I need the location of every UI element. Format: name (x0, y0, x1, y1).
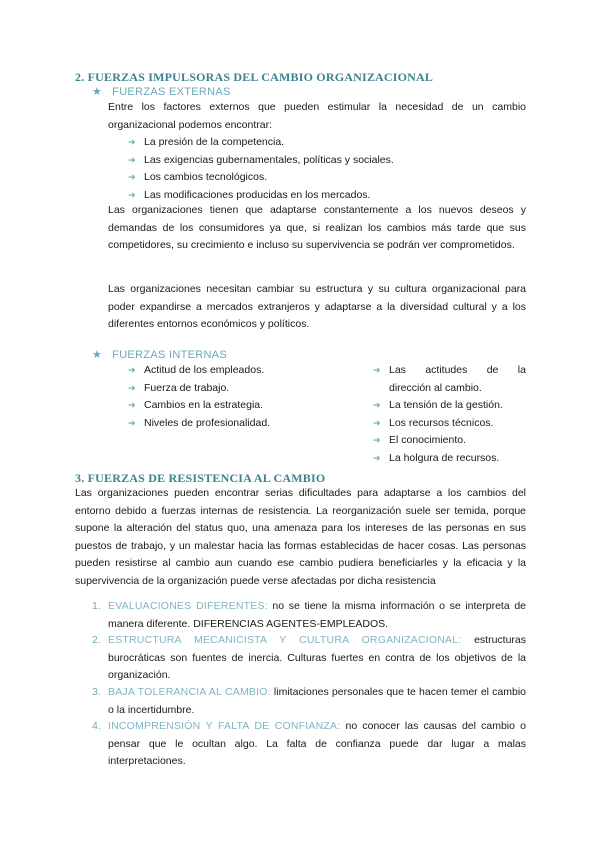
externas-paragraph-1: Las organizaciones tienen que adaptarse constantemente a los nuevos deseos y demandas de los consumidores ya que, si realizan los cambios más tarde que sus competidores, su crecimiento e incluso su supervivencia se podrán ver comprometidos. (108, 204, 526, 251)
externas-paragraph-2: Las organizaciones necesitan cambiar su estructura y su cultura organizacional para poder expandirse a mercados extranjeros y adaptarse a la diversidad cultural y a los diferentes entornos económicos y políticos. (108, 283, 526, 330)
star-icon: ★ (92, 86, 103, 98)
list-item: ➔ El conocimiento. (373, 432, 526, 450)
arrow-right-icon: ➔ (128, 137, 136, 147)
list-item: ➔ Las exigencias gubernamentales, políticas y sociales. (128, 152, 394, 170)
section-3-title: 3. FUERZAS DE RESISTENCIA AL CAMBIO (75, 471, 326, 485)
resistencia-item-4: INCOMPRENSIÓN Y FALTA DE CONFIANZA: no conocer las causas del cambio o pensar que le ocultan algo. La falta de confianza puede dar lugar a malas interpretaciones. (108, 720, 526, 767)
list-item: ➔ La presión de la competencia. (128, 134, 394, 152)
list-item: ➔ La tensión de la gestión. (373, 397, 526, 415)
arrow-right-icon: ➔ (373, 365, 381, 375)
star-icon: ★ (92, 349, 103, 361)
internas-heading: FUERZAS INTERNAS (112, 349, 227, 361)
resistencia-item-1: EVALUACIONES DIFERENTES: no se tiene la misma información o se interpreta de manera diferente. DIFERENCIAS AGENTES-EMPLEADOS. (108, 600, 526, 630)
externas-intro: Entre los factores externos que pueden estimular la necesidad de un cambio organizacional podemos encontrar: (108, 101, 526, 131)
list-item-continuation: dirección al cambio. (389, 381, 482, 394)
externas-heading: FUERZAS EXTERNAS (112, 86, 231, 98)
item-number: 2. (92, 634, 101, 646)
arrow-right-icon: ➔ (128, 365, 136, 375)
internas-right-list (373, 362, 526, 467)
arrow-right-icon: ➔ (128, 417, 136, 428)
list-item: ➔ Cambios en la estrategia. (128, 397, 270, 415)
list-item: ➔ Las modificaciones producidas en los mercados. (128, 187, 394, 205)
arrow-right-icon: ➔ (373, 417, 381, 428)
arrow-right-icon: ➔ (128, 172, 136, 182)
list-item: ➔ Los recursos técnicos. (373, 415, 526, 433)
arrow-right-icon: ➔ (373, 435, 381, 445)
arrow-right-icon: ➔ (128, 154, 136, 165)
list-item: ➔ Fuerza de trabajo. (128, 380, 270, 398)
resistencia-item-3: BAJA TOLERANCIA AL CAMBIO: limitaciones personales que te hacen temer el cambio o la incertidumbre. (108, 686, 527, 716)
externas-heading-row (92, 85, 231, 98)
arrow-right-icon: ➔ (128, 382, 136, 393)
internas-left-list (128, 362, 270, 432)
list-item: ➔ La holgura de recursos. (373, 450, 526, 468)
list-item: ➔ Actitud de los empleados. (128, 362, 270, 380)
resistencia-paragraph: Las organizaciones pueden encontrar serias dificultades para adaptarse a los cambios del entorno debido a fuerzas internas de resistencia. La reorganización suele ser temida, porque supone la alteración del status quo, una amenaza para los intereses de las personas en sus puestos de trabajo, y un malestar hacia las formas establecidas de hacer cosas. Las personas pueden resistirse al cambio aun cuando ese cambio pudiera beneficiarles y la eficacia y la supervivencia de la organización puede verse afectadas por dicha resistencia (75, 487, 526, 587)
item-number: 3. (92, 686, 101, 698)
section-2-title: 2. FUERZAS IMPULSORAS DEL CAMBIO ORGANIZACIONAL (75, 70, 434, 84)
item-number: 4. (92, 720, 101, 732)
externas-list (128, 134, 394, 204)
item-number: 1. (92, 600, 101, 612)
list-item: ➔ Los cambios tecnológicos. (128, 169, 394, 187)
list-item: ➔ Niveles de profesionalidad. (128, 415, 270, 433)
internas-heading-row (92, 348, 227, 361)
arrow-right-icon: ➔ (128, 400, 136, 410)
list-item: ➔ Las actitudes de la (373, 362, 526, 380)
arrow-right-icon: ➔ (128, 189, 136, 200)
arrow-right-icon: ➔ (373, 452, 381, 463)
resistencia-item-2: ESTRUCTURA MECANICISTA Y CULTURA ORGANIZACIONAL: estructuras burocráticas son fuentes de inercia. Culturas fuertes en contra de los objetivos de la organización. (108, 634, 526, 681)
arrow-right-icon: ➔ (373, 400, 381, 410)
